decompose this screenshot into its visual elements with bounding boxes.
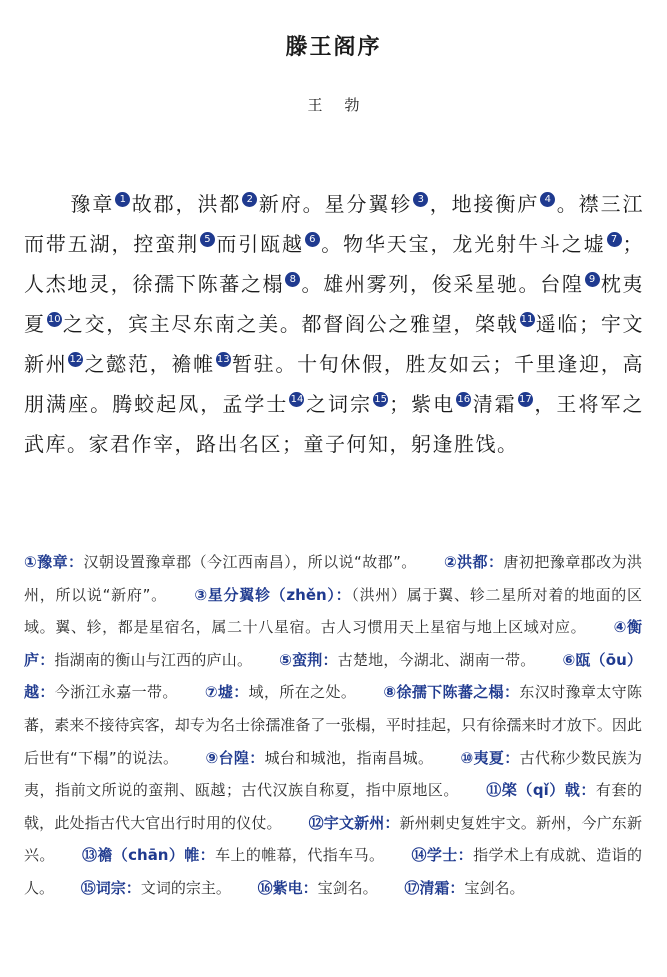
footnote-text: 城台和城池，指南昌城。 <box>264 748 434 767</box>
footnote-text: 指湖南的衡山与江西的庐山。 <box>54 650 253 669</box>
footnote-text: 今浙江永嘉一带。 <box>54 683 178 702</box>
footnote-marker: 9 <box>585 272 600 287</box>
footnote-term: ①豫章： <box>24 553 84 571</box>
footnote-text: 新州刺史复姓宇文。新州，今广东新兴。 <box>24 813 642 865</box>
footnote-marker: 10 <box>47 314 61 325</box>
footnote-term: ⑮词宗： <box>80 878 141 897</box>
footnote-text: 唐初把豫章郡改为洪州，所以说“新府”。 <box>24 553 643 604</box>
footnote-marker: 15 <box>374 394 387 405</box>
text-segment: ，地接衡庐 <box>429 192 540 216</box>
footnote-marker: 13 <box>216 354 230 365</box>
footnote-term: ③星分翼轸（zhěn）： <box>194 585 352 604</box>
footnote-text: 古代称少数民族为夷，指前文所说的蛮荆、瓯越；古代汉族自称夏，指中原地区。 <box>24 748 642 800</box>
footnote-text: 域，所在之处。 <box>248 683 357 702</box>
footnote-item <box>24 553 417 571</box>
text-segment: ；紫电 <box>389 392 456 416</box>
footnote-item <box>82 846 384 864</box>
footnote-marker: 11 <box>520 314 534 325</box>
text-segment: 暂驻。十旬休假，胜友如云；千里逢迎，高朋满座。腾蛟起凤，孟学士 <box>24 352 645 416</box>
footnote-marker: 6 <box>305 232 320 247</box>
text-segment: 豫章 <box>70 192 115 216</box>
footnote-text: 指学术上有成就、造诣的人。 <box>24 846 642 897</box>
footnote-term: ④衡庐： <box>24 618 642 669</box>
footnote-text: 宝剑名。 <box>317 878 378 897</box>
footnote-marker: 14 <box>290 394 304 405</box>
footnote-text: 车上的帷幕，代指车马。 <box>215 846 385 865</box>
footnote-item <box>205 749 433 767</box>
text-segment: ，王将军之武库。家君作宰，路出名区；童子何知，躬逢胜饯。 <box>24 392 645 456</box>
footnotes <box>24 546 642 905</box>
footnote-item <box>279 651 535 669</box>
footnote-term: ⑥瓯（ōu）越： <box>24 650 642 702</box>
footnote-marker: 17 <box>518 394 532 405</box>
footnote-term: ⑫宇文新州： <box>308 813 400 832</box>
footnote-term: ⑤蛮荆： <box>279 650 338 669</box>
footnote-term: ②洪都： <box>443 553 504 571</box>
text-segment: ；人杰地灵，徐孺下陈蕃之榻 <box>24 232 645 296</box>
footnote-text: 有套的戟，此处指古代大官出行时用的仪仗。 <box>24 781 642 832</box>
footnote-term: ⑧徐孺下陈蕃之榻： <box>383 683 520 702</box>
text-segment: 之交，宾主尽东南之美。都督阎公之雅望，棨戟 <box>62 312 519 336</box>
main-text <box>24 184 644 464</box>
footnote-term: ⑪棨（qǐ）戟： <box>486 781 596 800</box>
footnote-marker: 3 <box>413 192 428 207</box>
footnote-marker: 16 <box>457 394 471 405</box>
footnote-text: （洪州）属于翼、轸二星所对着的地面的区域。翼、轸，都是星宿名，属二十八星宿。古人习惯用天上星宿与地上区域对应。 <box>24 585 642 637</box>
text-segment: 遥临；宇文新州 <box>24 312 645 376</box>
text-segment: 之词宗 <box>305 392 373 416</box>
author-name <box>0 94 667 115</box>
text-segment: 而引瓯越 <box>215 232 304 256</box>
footnote-term: ⑬襜（chān）帷： <box>81 846 216 865</box>
footnote-text: 文词的宗主。 <box>140 878 231 897</box>
footnote-text: 汉朝设置豫章郡（今江西南昌），所以说“故郡”。 <box>83 553 417 571</box>
text-segment: 清霜 <box>472 392 517 416</box>
footnote-text: 东汉时豫章太守陈蕃，素来不接待宾客，却专为名士徐孺准备了一张榻，平时挂起，只有徐孺来时才放下。因此后世有“下榻”的说法。 <box>24 683 642 767</box>
footnote-item <box>258 879 378 897</box>
footnote-text: 古楚地，今湖北、湖南一带。 <box>337 650 536 669</box>
text-segment: 。襟三江而带五湖，控蛮荆 <box>24 192 645 256</box>
text-segment: 枕夷夏 <box>24 272 645 336</box>
author-text: 王勃 <box>307 96 382 114</box>
footnote-item <box>205 683 356 701</box>
footnote-item <box>81 879 231 897</box>
text-segment: 之懿范，襜帷 <box>84 352 215 376</box>
footnote-term: ⑨台隍： <box>205 748 265 767</box>
footnote-term: ⑭学士： <box>411 846 474 865</box>
page-title: 滕王阁序 <box>285 35 382 60</box>
footnote-marker: 4 <box>540 192 555 207</box>
text-segment: 。物华天宝，龙光射牛斗之墟 <box>320 232 606 256</box>
footnote-marker: 5 <box>200 232 215 247</box>
footnote-marker: 12 <box>69 354 83 365</box>
footnote-marker: 1 <box>115 192 130 207</box>
footnote-text: 宝剑名。 <box>464 878 525 897</box>
text-segment: 故郡，洪都 <box>131 192 242 216</box>
footnote-item <box>404 879 524 897</box>
footnote-marker: 2 <box>242 192 257 207</box>
footnote-term: ⑩夷夏： <box>460 748 520 767</box>
footnote-marker: 7 <box>607 232 622 247</box>
text-segment: 。雄州雾列，俊采星驰。台隍 <box>301 272 584 296</box>
text-segment: 新府。星分翼轸 <box>258 192 413 216</box>
footnote-marker: 8 <box>285 272 300 287</box>
footnote-term: ⑰清霜： <box>404 878 465 897</box>
footnote-term: ⑯紫电： <box>257 878 318 897</box>
footnote-term: ⑦墟： <box>204 683 249 702</box>
